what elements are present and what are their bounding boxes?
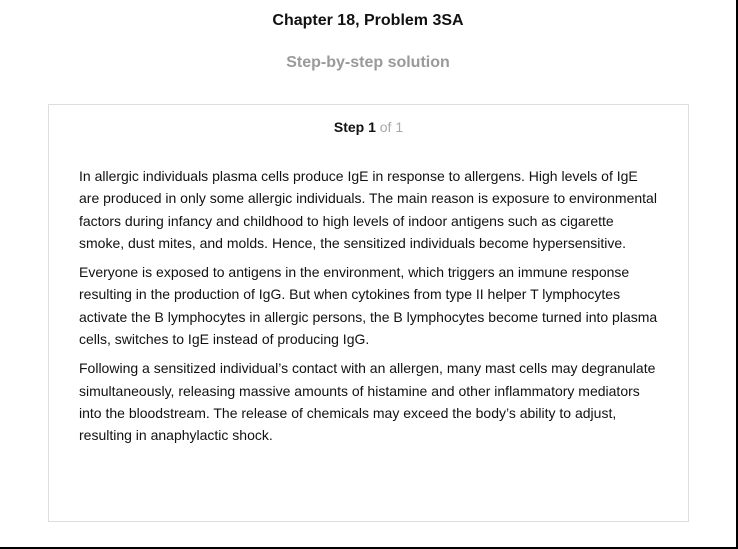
step-paragraph: Following a sensitized individual’s contact with an allergen, many mast cells may degranulate simultaneously, releasing massive amounts of histamine and other inflammatory mediators into the bloodstream. The release of chemicals may exceed the body’s ability to adjust, resulting in anaphylactic shock. <box>79 360 656 444</box>
solution-subtitle: Step-by-step solution <box>286 54 450 71</box>
step-count: of 1 <box>375 119 404 135</box>
step-paragraph: In allergic individuals plasma cells produce IgE in response to allergens. High levels of IgE are produced in only some allergic individuals. The main reason is exposure to environmental factors during infancy and childhood to high levels of indoor antigens such as cigarette smoke, dust mites, and molds. Hence, the sensitized individuals become hypersensitive. <box>79 168 657 251</box>
step-body <box>79 165 659 454</box>
step-card <box>48 104 689 522</box>
step-header <box>49 119 688 135</box>
step-label: Step 1 <box>333 119 376 135</box>
page-title: Chapter 18, Problem 3SA <box>272 12 464 29</box>
step-paragraph: Everyone is exposed to antigens in the environment, which triggers an immune response resulting in the production of IgG. But when cytokines from type II helper T lymphocytes activate the B lymphocytes in allergic persons, the B lymphocytes become turned into plasma cells, switches to IgE instead of producing IgG. <box>79 264 658 348</box>
